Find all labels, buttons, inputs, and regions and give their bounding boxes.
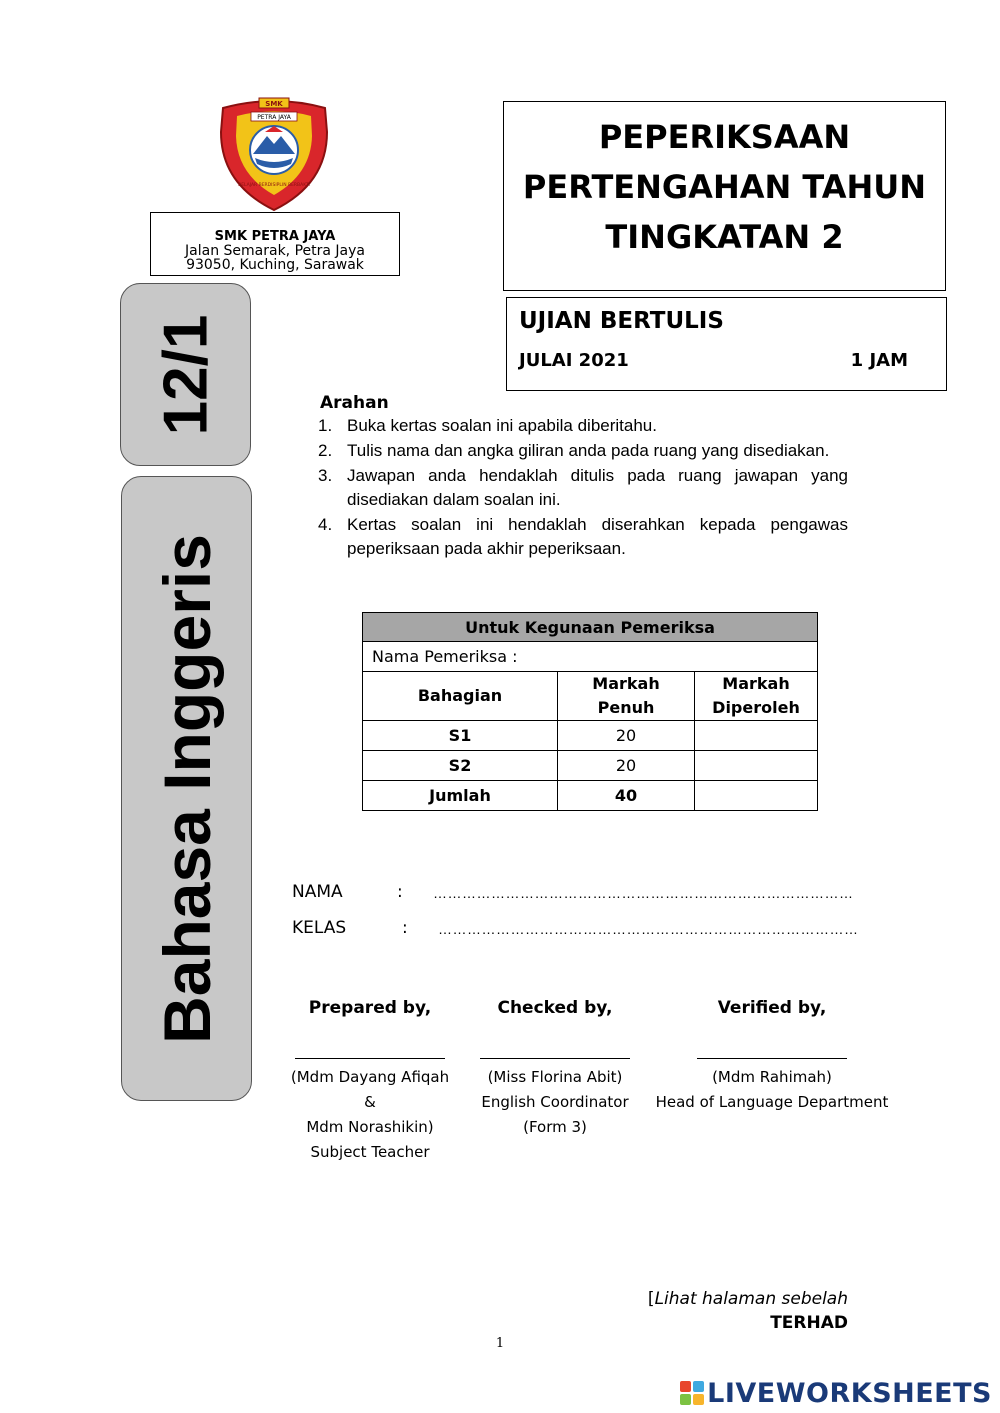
signature-line bbox=[295, 1058, 445, 1059]
signature-text: (Mdm Rahimah) bbox=[712, 1068, 832, 1086]
instruction-text: Kertas soalan ini hendaklah diserahkan kepada pengawas peperiksaan pada akhir peperiksaan. bbox=[347, 515, 848, 558]
school-crest-logo bbox=[215, 92, 333, 212]
name-label: NAMA bbox=[292, 882, 343, 902]
exam-title-line3: TINGKATAN 2 bbox=[605, 218, 844, 256]
name-input-line[interactable]: …………………………………………………………………………… bbox=[433, 885, 854, 901]
instruction-number: 4. bbox=[318, 515, 333, 534]
instruction-number: 1. bbox=[318, 416, 333, 435]
school-address-line2: 93050, Kuching, Sarawak bbox=[186, 257, 364, 273]
col-header-marks-obtained bbox=[695, 672, 818, 721]
table-title: Untuk Kegunaan Pemeriksa bbox=[363, 613, 818, 642]
section-cell: Jumlah bbox=[363, 781, 558, 811]
instructions-title: Arahan bbox=[320, 393, 389, 413]
col-header-obtained-line1: Markah bbox=[722, 674, 790, 693]
class-colon: : bbox=[402, 918, 408, 938]
marks-obtained-cell[interactable] bbox=[695, 781, 818, 811]
signature-text: Mdm Norashikin) bbox=[306, 1118, 434, 1136]
instructions-list bbox=[316, 414, 848, 562]
liveworksheets-watermark[interactable] bbox=[679, 1376, 992, 1410]
signature-text: Head of Language Department bbox=[655, 1093, 889, 1111]
exam-duration: 1 JAM bbox=[850, 350, 908, 371]
school-address-box bbox=[150, 212, 400, 276]
subject-name: Bahasa Inggeris bbox=[149, 533, 224, 1044]
signature-text: (Mdm Dayang Afiqah bbox=[290, 1068, 450, 1086]
paper-code: 12/1 bbox=[151, 314, 220, 435]
full-marks-cell: 40 bbox=[558, 781, 695, 811]
classification-text: TERHAD bbox=[770, 1313, 848, 1333]
subject-tab bbox=[121, 476, 252, 1101]
paper-code-tab bbox=[120, 283, 251, 466]
instruction-text: Tulis nama dan angka giliran anda pada ruang yang disediakan. bbox=[347, 441, 830, 460]
logo-motto: BELAJAR BERDISIPLIN BERBAKTI bbox=[238, 183, 310, 188]
signature-verified bbox=[652, 994, 892, 1115]
signature-text: (Form 3) bbox=[523, 1118, 587, 1136]
col-header-full-line1: Markah bbox=[592, 674, 660, 693]
instruction-item bbox=[316, 414, 848, 438]
table-row bbox=[363, 781, 818, 811]
marks-obtained-cell[interactable] bbox=[695, 721, 818, 751]
full-marks-cell: 20 bbox=[558, 751, 695, 781]
section-cell: S2 bbox=[363, 751, 558, 781]
instruction-item bbox=[316, 464, 848, 512]
signature-line bbox=[480, 1058, 630, 1059]
exam-title-line1: PEPERIKSAAN bbox=[598, 118, 851, 156]
exam-date: JULAI 2021 bbox=[519, 350, 629, 371]
signature-text: Subject Teacher bbox=[310, 1143, 430, 1161]
logo-banner-text: PETRA JAYA bbox=[257, 114, 291, 121]
name-colon: : bbox=[397, 882, 403, 902]
class-label: KELAS bbox=[292, 918, 347, 938]
next-page-text: Lihat halaman sebelah bbox=[654, 1289, 848, 1309]
test-info-box bbox=[506, 297, 947, 391]
col-header-full-line2: Penuh bbox=[597, 698, 655, 717]
instruction-number: 3. bbox=[318, 466, 333, 485]
footer-bracket: [ bbox=[647, 1289, 655, 1309]
signature-prepared bbox=[270, 994, 470, 1165]
instruction-text: Buka kertas soalan ini apabila diberitahu. bbox=[347, 416, 657, 435]
logo-top-text: SMK bbox=[265, 100, 283, 108]
section-cell: S1 bbox=[363, 721, 558, 751]
signature-text: (Miss Florina Abit) bbox=[487, 1068, 623, 1086]
col-header-section: Bahagian bbox=[363, 672, 558, 721]
signature-role: Checked by, bbox=[497, 998, 613, 1018]
test-type: UJIAN BERTULIS bbox=[519, 308, 724, 334]
signature-line bbox=[697, 1058, 847, 1059]
exam-title-line2: PERTENGAHAN TAHUN bbox=[522, 168, 927, 206]
signature-text: English Coordinator bbox=[481, 1093, 629, 1111]
table-row bbox=[363, 721, 818, 751]
signature-checked bbox=[455, 994, 655, 1140]
signature-role: Prepared by, bbox=[308, 998, 432, 1018]
table-row bbox=[363, 751, 818, 781]
examiner-marks-table bbox=[362, 612, 818, 811]
instruction-item bbox=[316, 439, 848, 463]
col-header-obtained-line2: Diperoleh bbox=[712, 698, 800, 717]
watermark-text: LIVEWORKSHEETS bbox=[707, 1377, 992, 1409]
signature-text: & bbox=[364, 1093, 376, 1111]
instruction-text: Jawapan anda hendaklah ditulis pada ruang jawapan yang disediakan dalam soalan ini. bbox=[347, 466, 848, 509]
footer-note bbox=[600, 1287, 848, 1335]
exam-title-box bbox=[503, 101, 946, 291]
examiner-name-cell[interactable]: Nama Pemeriksa : bbox=[363, 642, 818, 672]
school-name: SMK PETRA JAYA bbox=[214, 229, 336, 244]
instruction-number: 2. bbox=[318, 441, 333, 460]
class-input-line[interactable]: …………………………………………………………………………… bbox=[438, 921, 859, 937]
page-number: 1 bbox=[495, 1336, 505, 1351]
instruction-item bbox=[316, 513, 848, 561]
col-header-full-marks bbox=[558, 672, 695, 721]
school-address-line1: Jalan Semarak, Petra Jaya bbox=[185, 243, 365, 259]
liveworksheets-logo-icon bbox=[679, 1380, 705, 1406]
marks-obtained-cell[interactable] bbox=[695, 751, 818, 781]
signature-role: Verified by, bbox=[717, 998, 827, 1018]
full-marks-cell: 20 bbox=[558, 721, 695, 751]
